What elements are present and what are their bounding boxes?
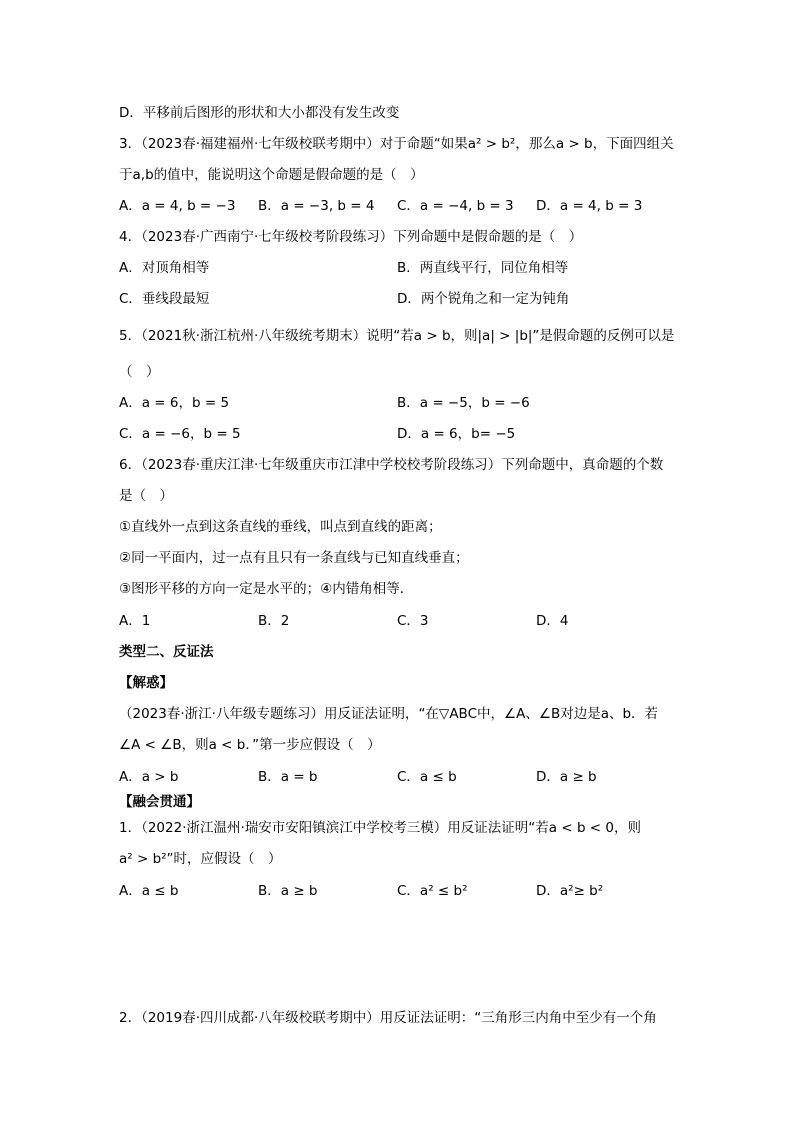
q4-option-c: C．垂线段最短 xyxy=(119,291,210,307)
q5-option-a: A．a = 6，b = 5 xyxy=(119,395,230,411)
r1-stem-line2: a² > b²”时，应假设（ ） xyxy=(119,851,282,867)
subheading-jiehuo: 【解惑】 xyxy=(119,675,173,691)
jiehuo-option-b: B．a = b xyxy=(258,769,318,785)
q6-option-c: C．3 xyxy=(397,613,429,629)
r1-option-b: B．a ≥ b xyxy=(258,883,318,899)
q3-stem-line1: 3．（2023春·福建福州·七年级校联考期中）对于命题“如果a² > b²，那么a > b，下面四组关 xyxy=(119,136,674,152)
q6-stem-line1: 6．（2023春·重庆江津·七年级重庆市江津中学校校考阶段练习）下列命题中，真命题的个数 xyxy=(119,457,664,473)
q6-stem-line2: 是（ ） xyxy=(119,488,173,504)
q3-option-a: A．a = 4, b = −3 xyxy=(119,198,236,214)
prev-option-d: D．平移前后图形的形状和大小都没有发生改变 xyxy=(119,105,400,121)
q6-option-d: D．4 xyxy=(536,613,569,629)
r1-stem-line1: 1．（2022·浙江温州·瑞安市安阳镇滨江中学校考三模）用反证法证明“若a < b < 0，则 xyxy=(119,820,641,836)
q3-option-c: C．a = −4, b = 3 xyxy=(397,198,514,214)
q4-option-b: B．两直线平行，同位角相等 xyxy=(397,260,569,276)
q6-statement-3-4: ③图形平移的方向一定是水平的；④内错角相等． xyxy=(119,581,414,597)
q4-option-a: A．对顶角相等 xyxy=(119,260,210,276)
q6-statement-2: ②同一平面内，过一点有且只有一条直线与已知直线垂直； xyxy=(119,550,469,566)
jiehuo-option-d: D．a ≥ b xyxy=(536,769,597,785)
q4-stem: 4．（2023春·广西南宁·七年级校考阶段练习）下列命题中是假命题的是（ ） xyxy=(119,229,583,245)
q5-option-c: C．a = −6，b = 5 xyxy=(119,426,241,442)
jiehuo-option-c: C．a ≤ b xyxy=(397,769,457,785)
subheading-ronghui: 【融会贯通】 xyxy=(119,794,200,810)
q5-stem-line2: （ ） xyxy=(119,364,160,380)
section-heading-type2: 类型二、反证法 xyxy=(119,644,214,660)
r1-option-c: C．a² ≤ b² xyxy=(397,883,468,899)
q5-stem-line1: 5．（2021秋·浙江杭州·八年级统考期末）说明“若a > b，则|a| > |b|”是假命题的反例可以是 xyxy=(119,328,675,344)
jiehuo-stem-line2: ∠A < ∠B，则a < b．”第一步应假设（ ） xyxy=(119,737,381,753)
q3-stem-line2: 于a,b的值中，能说明这个命题是假命题的是（ ） xyxy=(119,167,424,183)
jiehuo-stem-line1: （2023春·浙江·八年级专题练习）用反证法证明，“在▽ABC中，∠A、∠B对边是a、b．若 xyxy=(119,706,659,722)
r1-option-a: A．a ≤ b xyxy=(119,883,179,899)
q3-option-b: B．a = −3, b = 4 xyxy=(258,198,375,214)
q6-statement-1: ①直线外一点到这条直线的垂线，叫点到直线的距离； xyxy=(119,519,442,535)
q6-option-a: A．1 xyxy=(119,613,151,629)
r1-option-d: D．a²≥ b² xyxy=(536,883,604,899)
q4-option-d: D．两个锐角之和一定为钝角 xyxy=(397,291,570,307)
q6-option-b: B．2 xyxy=(258,613,290,629)
q5-option-b: B．a = −5，b = −6 xyxy=(397,395,530,411)
q5-option-d: D．a = 6，b= −5 xyxy=(397,426,516,442)
jiehuo-option-a: A．a > b xyxy=(119,769,179,785)
q3-option-d: D．a = 4, b = 3 xyxy=(536,198,643,214)
r2-stem-line1: 2．（2019春·四川成都·八年级校联考期中）用反证法证明：“三角形三内角中至少有一个角 xyxy=(119,1010,657,1026)
